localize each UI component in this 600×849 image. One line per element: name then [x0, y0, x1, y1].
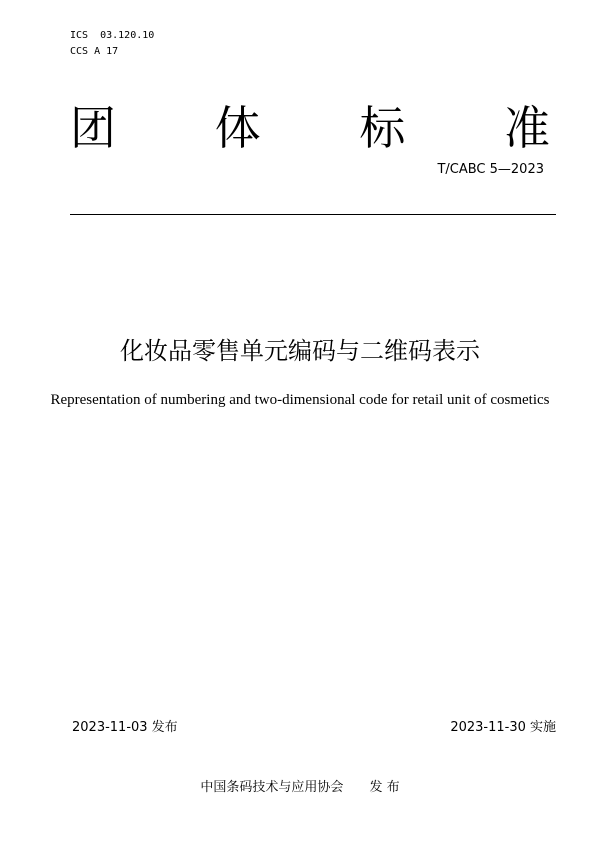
horizontal-divider — [70, 214, 556, 215]
publisher-name: 中国条码技术与应用协会 — [200, 780, 344, 795]
standard-type-char: 准 — [503, 101, 550, 155]
publish-action: 发 布 — [369, 780, 400, 795]
document-title-chinese: 化妆品零售单元编码与二维码表示 — [120, 337, 480, 365]
standard-number: T/CABC 5—2023 — [437, 162, 544, 177]
publisher-line — [0, 776, 600, 795]
document-title-english: Representation of numbering and two-dimensional code for retail unit of cosmetics — [50, 392, 550, 408]
ics-code: ICS 03.120.10 — [70, 30, 155, 41]
standard-type-char: 体 — [214, 101, 261, 155]
issue-date: 2023-11-03 发布 — [72, 720, 178, 735]
ccs-code: CCS A 17 — [70, 46, 119, 57]
standard-type-char: 团 — [70, 101, 116, 155]
classification-codes — [70, 28, 154, 60]
standard-type-heading — [70, 100, 550, 156]
standard-type-char: 标 — [359, 101, 406, 155]
implementation-date: 2023-11-30 实施 — [450, 720, 556, 735]
